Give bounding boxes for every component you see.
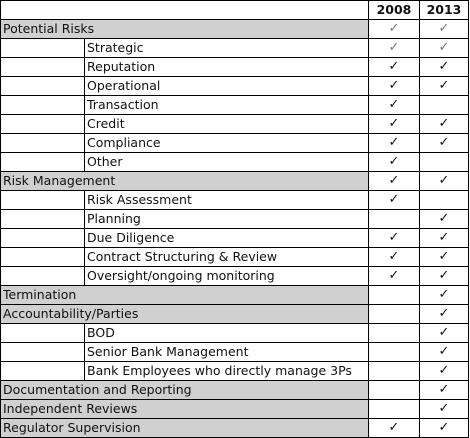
table-body — [1, 1, 469, 438]
check-2013-icon: ✓ — [420, 172, 469, 191]
section-row-accountability-parties — [1, 305, 469, 324]
indent-cell — [1, 229, 85, 248]
section-label: Regulator Supervision — [1, 419, 369, 438]
subitem-label: Transaction — [85, 96, 369, 115]
subitem-row-oversight-ongoing-monitoring — [1, 267, 469, 286]
check-2013-icon: ✓ — [420, 286, 469, 305]
subitem-label: Contract Structuring & Review — [85, 248, 369, 267]
check-2013-icon: ✓ — [420, 115, 469, 134]
check-2013-icon: ✓ — [420, 39, 469, 58]
section-row-potential-risks — [1, 20, 469, 39]
header-row — [1, 1, 469, 20]
check-2008-icon: ✓ — [369, 153, 420, 172]
check-2013-icon: ✓ — [420, 20, 469, 39]
subitem-label: Credit — [85, 115, 369, 134]
check-2008-empty — [369, 324, 420, 343]
check-2008-icon: ✓ — [369, 39, 420, 58]
indent-cell — [1, 115, 85, 134]
check-2008-icon: ✓ — [369, 248, 420, 267]
subitem-label: Reputation — [85, 58, 369, 77]
check-2008-icon: ✓ — [369, 134, 420, 153]
subitem-label: Risk Assessment — [85, 191, 369, 210]
section-row-regulator-supervision — [1, 419, 469, 438]
year-header-2008: 2008 — [369, 1, 420, 20]
section-row-documentation-and-reporting — [1, 381, 469, 400]
check-2013-icon: ✓ — [420, 362, 469, 381]
subitem-row-other — [1, 153, 469, 172]
subitem-row-operational — [1, 77, 469, 96]
indent-cell — [1, 324, 85, 343]
subitem-label: Compliance — [85, 134, 369, 153]
check-2008-empty — [369, 362, 420, 381]
section-label: Potential Risks — [1, 20, 369, 39]
header-blank-cell — [1, 1, 369, 20]
check-2008-icon: ✓ — [369, 58, 420, 77]
section-label: Risk Management — [1, 172, 369, 191]
indent-cell — [1, 191, 85, 210]
section-label: Independent Reviews — [1, 400, 369, 419]
indent-cell — [1, 153, 85, 172]
check-2013-icon: ✓ — [420, 134, 469, 153]
check-2013-icon: ✓ — [420, 381, 469, 400]
indent-cell — [1, 362, 85, 381]
check-2013-icon: ✓ — [420, 58, 469, 77]
check-2013-icon: ✓ — [420, 210, 469, 229]
check-2008-empty — [369, 286, 420, 305]
indent-cell — [1, 343, 85, 362]
subitem-row-transaction — [1, 96, 469, 115]
section-label: Termination — [1, 286, 369, 305]
check-2013-icon: ✓ — [420, 343, 469, 362]
subitem-label: Planning — [85, 210, 369, 229]
subitem-row-strategic — [1, 39, 469, 58]
check-2013-icon: ✓ — [420, 229, 469, 248]
indent-cell — [1, 39, 85, 58]
check-2013-icon: ✓ — [420, 400, 469, 419]
subitem-label: BOD — [85, 324, 369, 343]
check-2013-icon: ✓ — [420, 267, 469, 286]
check-2008-icon: ✓ — [369, 77, 420, 96]
check-2008-icon: ✓ — [369, 20, 420, 39]
subitem-label: Operational — [85, 77, 369, 96]
subitem-row-reputation — [1, 58, 469, 77]
check-2013-icon: ✓ — [420, 324, 469, 343]
indent-cell — [1, 210, 85, 229]
check-2008-icon: ✓ — [369, 191, 420, 210]
subitem-label: Strategic — [85, 39, 369, 58]
subitem-row-compliance — [1, 134, 469, 153]
indent-cell — [1, 77, 85, 96]
subitem-label: Due Diligence — [85, 229, 369, 248]
check-2013-icon: ✓ — [420, 419, 469, 438]
check-2013-empty — [420, 96, 469, 115]
subitem-label: Other — [85, 153, 369, 172]
indent-cell — [1, 267, 85, 286]
check-2008-empty — [369, 305, 420, 324]
subitem-row-bank-employees-who-directly-manage-3ps — [1, 362, 469, 381]
section-label: Documentation and Reporting — [1, 381, 369, 400]
subitem-row-credit — [1, 115, 469, 134]
indent-cell — [1, 248, 85, 267]
subitem-label: Bank Employees who directly manage 3Ps — [85, 362, 369, 381]
check-2013-icon: ✓ — [420, 248, 469, 267]
indent-cell — [1, 96, 85, 115]
subitem-label: Oversight/ongoing monitoring — [85, 267, 369, 286]
check-2008-icon: ✓ — [369, 172, 420, 191]
subitem-row-contract-structuring-review — [1, 248, 469, 267]
indent-cell — [1, 58, 85, 77]
subitem-row-risk-assessment — [1, 191, 469, 210]
check-2013-empty — [420, 191, 469, 210]
check-2008-empty — [369, 400, 420, 419]
subitem-label: Senior Bank Management — [85, 343, 369, 362]
check-2008-empty — [369, 210, 420, 229]
check-2008-icon: ✓ — [369, 229, 420, 248]
check-2013-empty — [420, 153, 469, 172]
check-2008-icon: ✓ — [369, 419, 420, 438]
section-row-termination — [1, 286, 469, 305]
check-2008-empty — [369, 381, 420, 400]
check-2008-empty — [369, 343, 420, 362]
check-2008-icon: ✓ — [369, 115, 420, 134]
subitem-row-senior-bank-management — [1, 343, 469, 362]
indent-cell — [1, 134, 85, 153]
check-2013-icon: ✓ — [420, 305, 469, 324]
check-2013-icon: ✓ — [420, 77, 469, 96]
section-row-independent-reviews — [1, 400, 469, 419]
check-2008-icon: ✓ — [369, 96, 420, 115]
subitem-row-due-diligence — [1, 229, 469, 248]
section-row-risk-management — [1, 172, 469, 191]
year-header-2013: 2013 — [420, 1, 469, 20]
subitem-row-bod — [1, 324, 469, 343]
check-2008-icon: ✓ — [369, 267, 420, 286]
section-label: Accountability/Parties — [1, 305, 369, 324]
subitem-row-planning — [1, 210, 469, 229]
